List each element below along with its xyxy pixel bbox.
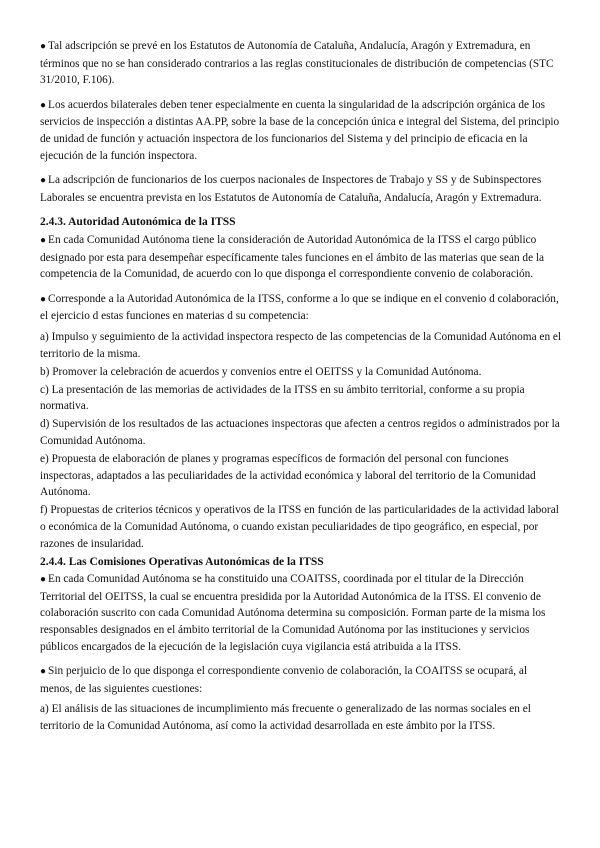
list-item: f) Propuestas de criterios técnicos y operativos de la ITSS en función de las particularidades de la actividad laboral o económica de la Comunidad Autónoma, o cuando existan peculiaridades de tipo geográfico, en especial, por razones de insularidad. <box>40 504 559 550</box>
bullet-icon: ● <box>40 574 47 586</box>
bullet-icon: ● <box>40 175 47 187</box>
bullet-paragraph <box>40 571 562 655</box>
list-item: c) La presentación de las memorias de actividades de la ITSS en su ámbito territorial, conforme a su propia normativa. <box>40 383 525 413</box>
bullet-paragraph <box>40 172 562 206</box>
section-heading: 2.4.4. Las Comisiones Operativas Autonómicas de la ITSS <box>40 555 324 568</box>
document-page <box>40 38 562 736</box>
list-item: e) Propuesta de elaboración de planes y programas específicos de formación del personal con funciones inspectoras, adaptados a las peculiaridades de la actividad económica y laboral del territorio de la Comunidad Autónoma. <box>40 453 536 499</box>
paragraph-text: En cada Comunidad Autónoma se ha constituido una COAITSS, coordinada por el titular de la Dirección Territorial del OEITSS, la cual se encuentra presidida por la Autoridad Autonómica de la ITSS. El convenio de colaboración suscrito con cada Comunidad Autónoma determina su composición. Forman parte de la misma los responsables designados en el ámbito territorial de la Comunidad Autónoma por las instituciones y servicios públicos encargados de la ejecución de la legislación cuya vigilancia está atribuida a la ITSS. <box>40 573 546 653</box>
paragraph-text: La adscripción de funcionarios de los cuerpos nacionales de Inspectores de Trabajo y SS y de Subinspectores Laborales se encuentra prevista en los Estatutos de Autonomía de Cataluña, Andalucía, Aragón y Extremadura. <box>40 174 542 204</box>
bullet-icon: ● <box>40 293 47 305</box>
paragraph-text: Corresponde a la Autoridad Autonómica de la ITSS, conforme a lo que se indique en el convenio d colaboración, el ejercicio d estas funciones en materias d su competencia: <box>40 292 559 323</box>
paragraph-text: Los acuerdos bilaterales deben tener especialmente en cuenta la singularidad de la adscripción orgánica de los servicios de inspección a distintas AA.PP, sobre la base de la concepción única e integral del Sistema, del principio de unidad de función y actuación inspectora de los funcionarios del Sistema y del principio de eficacia en la ejecución de la función inspectora. <box>40 98 560 162</box>
paragraph-text: Sin perjuicio de lo que disponga el correspondiente convenio de colaboración, la COAITSS se ocupará, al menos, de las siguientes cuestiones: <box>40 665 528 695</box>
bullet-icon: ● <box>40 99 47 111</box>
bullet-icon: ● <box>40 666 47 678</box>
section-heading: 2.4.3. Autoridad Autonómica de la ITSS <box>40 216 236 229</box>
bullet-paragraph <box>40 663 562 697</box>
bullet-paragraph <box>40 232 562 283</box>
bullet-icon: ● <box>40 234 47 246</box>
list-item: a) Impulso y seguimiento de la actividad inspectora respecto de las competencias de la Comunidad Autónoma en el territorio de la misma. <box>40 330 562 360</box>
bullet-paragraph <box>40 97 562 164</box>
paragraph-text: En cada Comunidad Autónoma tiene la consideración de Autoridad Autonómica de la ITSS el cargo público designado por esta para desempeñar específicamente tales funciones en el ámbito de las materias que sean de la competencia de la Comunidad, de acuerdo con lo que disponga el correspondiente convenio de colaboración. <box>40 233 545 281</box>
paragraph-text: Tal adscripción se prevé en los Estatutos de Autonomía de Cataluña, Andalucía, Aragón y Extremadura, en términos que no se han considerado contrarios a las reglas constitucionales de distribución de competencias (STC 31/2010, F.106). <box>40 40 554 87</box>
bullet-paragraph <box>40 291 562 325</box>
bullet-icon: ● <box>40 41 47 52</box>
list-item: d) Supervisión de los resultados de las actuaciones inspectoras que afecten a centros regidos o administrados por la Comunidad Autónoma. <box>40 418 560 447</box>
list-item: a) El análisis de las situaciones de incumplimiento más frecuente o generalizado de las normas sociales en el territorio de la Comunidad Autónoma, así como la actividad desarrollada en este ámbito por la ITSS. <box>40 703 531 732</box>
bullet-paragraph <box>40 38 562 89</box>
list-item: b) Promover la celebración de acuerdos y convenios entre el OEITSS y la Comunidad Autónoma. <box>40 365 482 378</box>
